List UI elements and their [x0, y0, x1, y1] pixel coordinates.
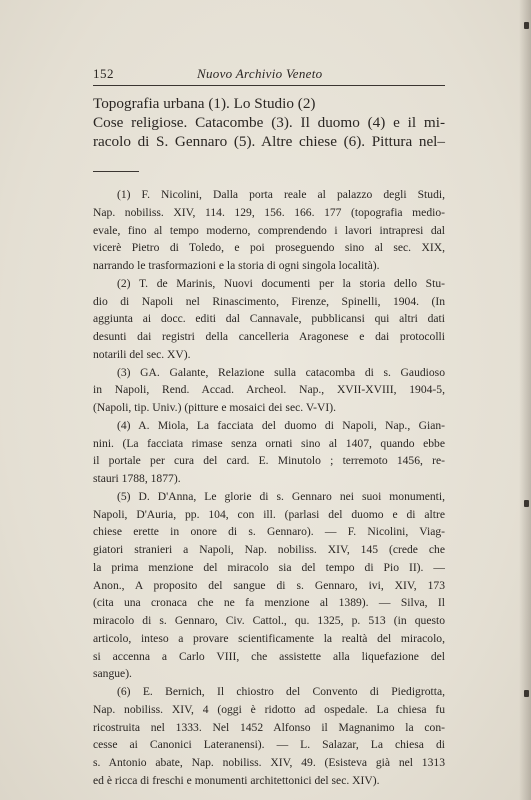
footnote-line: in Napoli, Rend. Accad. Archeol. Nap., XVII-XVIII, 1904-5, — [93, 383, 445, 397]
footnote-line: sangue). — [93, 667, 132, 681]
page-header — [93, 66, 445, 82]
main-text — [93, 94, 445, 151]
footnote-line: narrando le trasformazioni e la storia di ogni singola località). — [93, 259, 380, 272]
footnote-line: (1) F. Nicolini, Dalla porta reale al palazzo degli Studi, — [117, 188, 445, 201]
footnote-line: (6) E. Bernich, Il chiostro del Convento di Piedigrotta, — [117, 685, 445, 698]
footnote-line: (3) GA. Galante, Relazione sulla catacomba di s. Gaudioso — [117, 365, 445, 379]
footnote-line: desunti dai registri della cancelleria Aragonese e dai protocolli — [93, 330, 445, 343]
footnote-line: stauri 1788, 1877). — [93, 472, 181, 485]
footnote-line: (5) D. D'Anna, Le glorie di s. Gennaro nei suoi monumenti, — [117, 489, 445, 503]
footnote-line: si accenna a Carlo VIII, che assistette alla liquefazione del — [93, 649, 445, 663]
footnote-line: vicerè Pietro di Toledo, e poi proseguendo sino al sec. XIX, — [93, 241, 445, 255]
footnote-line: miracolo di s. Gennaro, Civ. Cattol., qu. 1325, p. 513 (in questo — [93, 614, 445, 627]
footnote-line: aggiunta ai docc. editi dal Cannavale, pubblicansi qui altri dati — [93, 312, 445, 326]
footnote-line: dio di Napoli nel Rinascimento, Firenze, Spinelli, 1904. (In — [93, 294, 445, 308]
binding-mark — [524, 690, 529, 697]
footnote-line: la prima menzione del miracolo sia del tempo di Pio II). — — [93, 560, 445, 574]
footnote-line: (Napoli, tip. Univ.) (pitture e mosaici dei sec. V-VI). — [93, 401, 336, 414]
footnote-line: Anon., A proposito del sangue di s. Gennaro, ivi, XIV, 173 — [93, 578, 445, 592]
footnote-line: (4) A. Miola, La facciata del duomo di Napoli, Nap., Gian- — [117, 418, 445, 432]
footnote-line: articolo, inteso a provare scientificamente la realtà del miracolo, — [93, 631, 445, 645]
footnote-line: cesse ai Canonici Lateranensi). — L. Salazar, La chiesa di — [93, 738, 445, 752]
footnote-line: il portale per cura del card. E. Minutolo ; terremoto 1456, re- — [93, 454, 445, 468]
footnote-line: (cita una cronaca che ne fa menzione al 1389). — Silva, Il — [93, 596, 445, 610]
footnote-line: nini. (La facciata rimase senza ornati sino al 1407, quando ebbe — [93, 436, 445, 450]
footnote-line: Napoli, D'Auria, pp. 104, con ill. (parlasi del duomo e di altre — [93, 507, 445, 521]
footnote-line: Nap. nobiliss. XIV, 4 (oggi è ridotto ad ospedale. La chiesa fu — [93, 702, 445, 716]
footnote-line: (2) T. de Marinis, Nuovi documenti per la storia dello Stu- — [117, 276, 445, 290]
footnote-line: notarili del sec. XV). — [93, 347, 191, 361]
footnote-line: ed è ricca di freschi e monumenti architettonici del sec. XIV). — [93, 773, 380, 787]
main-text-line: Cose religiose. Catacombe (3). Il duomo (4) e il mi- — [93, 114, 445, 131]
footnote-line: s. Antonio abate, Nap. nobiliss. XIV, 49. (Esisteva già nel 1313 — [93, 756, 445, 769]
footnote-line: chiese erette in onore di s. Gennaro). — F. Nicolini, Viag- — [93, 525, 445, 539]
binding-mark — [524, 22, 529, 29]
page-number: 152 — [93, 66, 114, 81]
page-edge-shadow — [519, 0, 531, 800]
footnote-line: ricostruita nel 1333. Nel 1452 Alfonso il Magnanimo la con- — [93, 720, 445, 734]
footnote-line: Nap. nobiliss. XIV, 114. 129, 156. 166. 177 (topografia medio- — [93, 205, 445, 219]
running-title: Nuovo Archivio Veneto — [197, 66, 323, 81]
main-text-line: racolo di S. Gennaro (5). Altre chiese (6). Pittura nel– — [93, 133, 445, 150]
footnote-line: giatori stranieri a Napoli, Nap. nobiliss. XIV, 145 (crede che — [93, 543, 445, 556]
main-text-line: Topografia urbana (1). Lo Studio (2) — [93, 95, 316, 112]
footnotes — [93, 186, 445, 790]
binding-mark — [524, 500, 529, 507]
header-rule — [93, 85, 445, 86]
footnote-separator — [93, 171, 139, 172]
footnote-line: evale, fino al tempo moderno, comprendendo i lavori intrapresi dal — [93, 223, 445, 237]
